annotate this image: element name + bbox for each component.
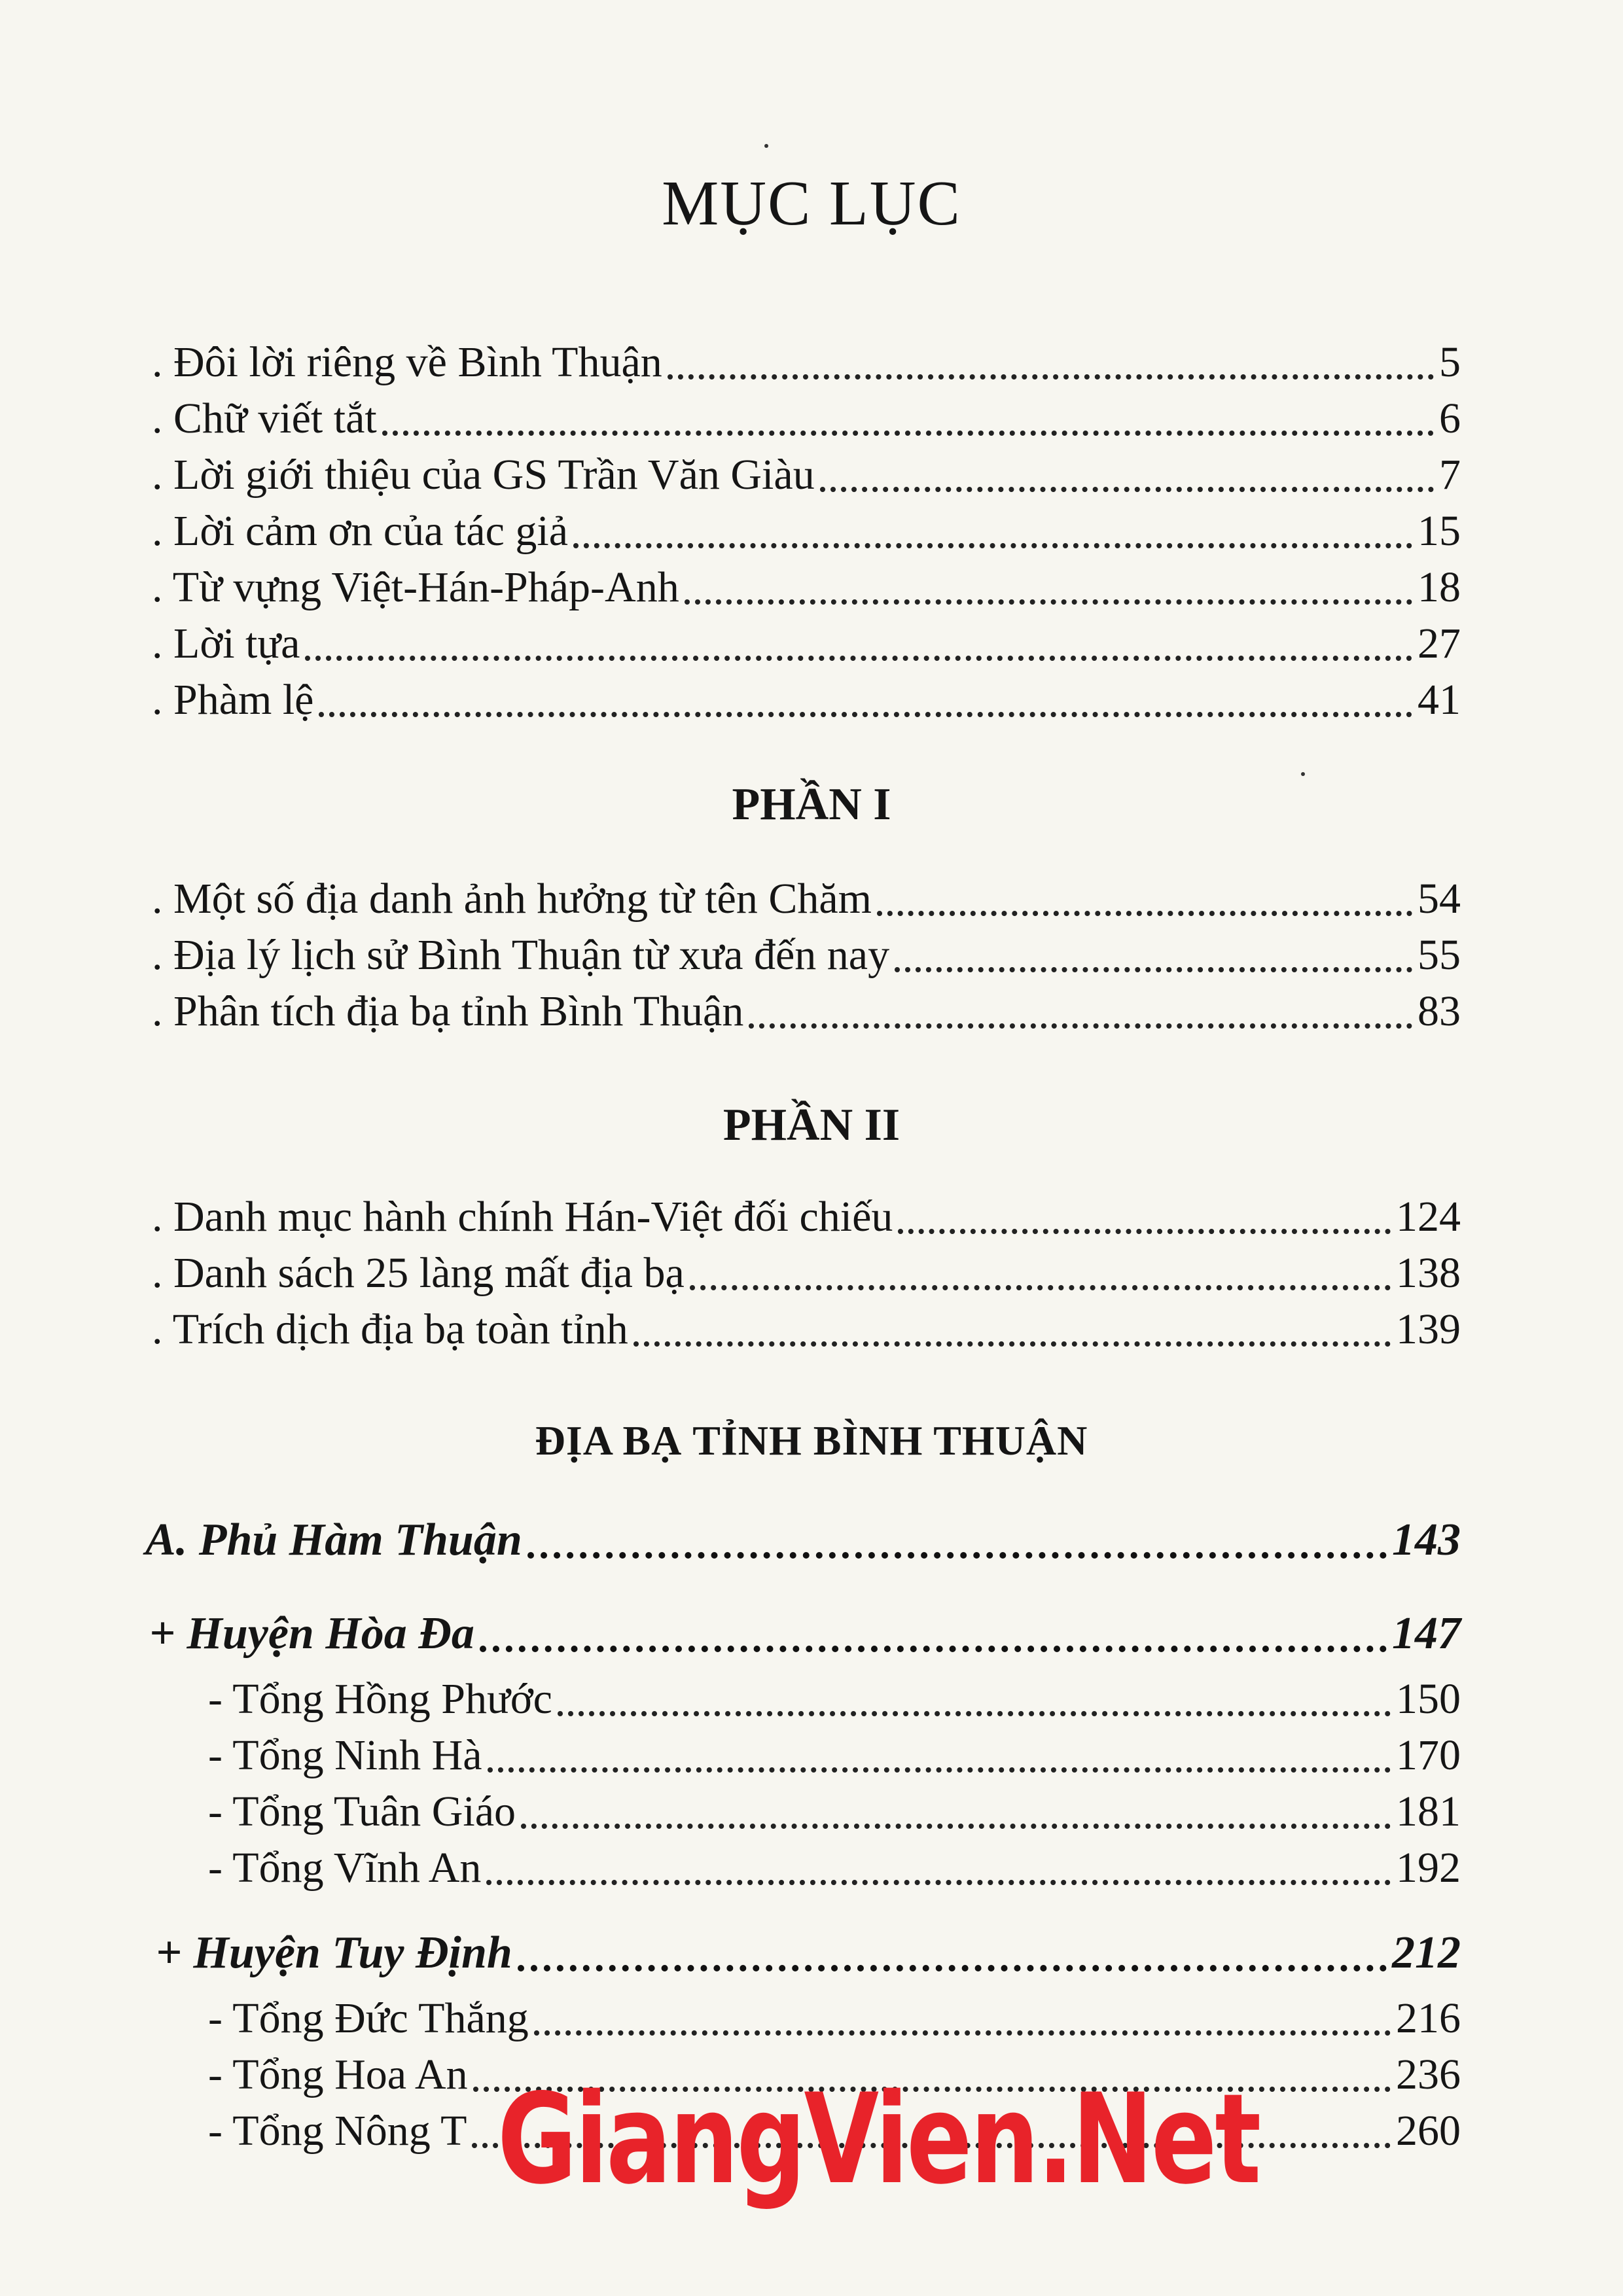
entry-label: A. Phủ Hàm Thuận	[145, 1515, 522, 1565]
toc-entry[interactable]	[152, 872, 1461, 927]
entry-label: . Trích dịch địa bạ toàn tỉnh	[152, 1305, 628, 1353]
leader-dots	[480, 1606, 1387, 1652]
entry-label: . Chữ viết tắt	[152, 395, 377, 442]
toc-entry-huyen[interactable]	[149, 1606, 1461, 1661]
toc-entry[interactable]	[152, 1190, 1461, 1245]
entry-label: . Danh sách 25 làng mất địa bạ	[152, 1249, 685, 1297]
part-heading: PHẦN II	[722, 1100, 901, 1150]
entry-page: 260	[1396, 2107, 1461, 2155]
entry-page: 15	[1418, 507, 1461, 555]
leader-dots	[527, 1513, 1387, 1559]
entry-page: 55	[1418, 931, 1461, 979]
toc-entry[interactable]	[152, 984, 1461, 1039]
entry-label: - Tổng Nông T	[208, 2107, 467, 2155]
entry-label: . Địa lý lịch sử Bình Thuận từ xưa đến nay	[152, 931, 890, 979]
toc-entry[interactable]	[152, 391, 1461, 446]
entry-page: 150	[1396, 1675, 1461, 1723]
leader-dots	[895, 928, 1412, 972]
toc-entry-huyen[interactable]	[156, 1926, 1461, 1981]
entry-label: + Huyện Tuy Định	[156, 1928, 512, 1978]
leader-dots	[382, 391, 1434, 436]
toc-entry[interactable]	[152, 1302, 1461, 1357]
entry-page: 18	[1418, 563, 1461, 611]
entry-page: 181	[1396, 1788, 1461, 1835]
leader-dots	[668, 335, 1434, 380]
leader-dots	[558, 1672, 1391, 1716]
leader-dots	[319, 673, 1412, 717]
toc-entry-tong[interactable]	[208, 1841, 1461, 1896]
toc-entry[interactable]	[152, 1246, 1461, 1301]
entry-label: . Lời giới thiệu của GS Trần Văn Giàu	[152, 451, 815, 499]
toc-entry-phu[interactable]	[145, 1513, 1461, 1568]
part-heading: PHẦN I	[732, 779, 891, 830]
entry-label: . Từ vựng Việt-Hán-Pháp-Anh	[152, 563, 679, 611]
leader-dots	[486, 1841, 1391, 1885]
entry-page: 170	[1396, 1731, 1461, 1779]
entry-label: - Tổng Tuân Giáo	[208, 1788, 516, 1835]
page-title: MỤC LỤC	[662, 168, 961, 239]
leader-dots	[521, 1784, 1391, 1829]
toc-entry-tong[interactable]	[208, 1672, 1461, 1727]
entry-page: 192	[1396, 1844, 1461, 1892]
leader-dots	[820, 448, 1434, 492]
entry-page: 143	[1392, 1515, 1461, 1565]
leader-dots	[573, 504, 1412, 548]
entry-label: . Phàm lệ	[152, 676, 314, 724]
speck	[1301, 772, 1305, 776]
entry-page: 6	[1439, 395, 1461, 442]
toc-entry[interactable]	[152, 448, 1461, 503]
entry-page: 41	[1418, 676, 1461, 724]
toc-entry[interactable]	[152, 616, 1461, 671]
leader-dots	[305, 616, 1412, 661]
entry-label: . Lời tựa	[152, 620, 300, 667]
entry-label: - Tổng Đức Thắng	[208, 1994, 529, 2042]
entry-label: - Tổng Hoa An	[208, 2051, 468, 2098]
leader-dots	[534, 1991, 1391, 2036]
leader-dots	[685, 560, 1412, 605]
entry-label: - Tổng Ninh Hà	[208, 1731, 482, 1779]
entry-label: . Danh mục hành chính Hán-Việt đối chiếu	[152, 1193, 893, 1241]
entry-label: . Đôi lời riêng về Bình Thuận	[152, 338, 662, 386]
entry-label: - Tổng Vĩnh An	[208, 1844, 482, 1892]
leader-dots	[877, 872, 1412, 916]
leader-dots	[898, 1190, 1391, 1234]
toc-entry-tong[interactable]	[208, 1784, 1461, 1839]
entry-page: 216	[1396, 1994, 1461, 2042]
toc-entry[interactable]	[152, 504, 1461, 559]
leader-dots	[749, 984, 1412, 1029]
entry-page: 139	[1396, 1305, 1461, 1353]
entry-page: 5	[1439, 338, 1461, 386]
toc-entry[interactable]	[152, 673, 1461, 728]
entry-label: . Một số địa danh ảnh hưởng từ tên Chăm	[152, 875, 872, 923]
entry-page: 124	[1396, 1193, 1461, 1241]
entry-label: . Phân tích địa bạ tỉnh Bình Thuận	[152, 987, 744, 1035]
toc-entry-tong[interactable]	[208, 1991, 1461, 2046]
leader-dots	[633, 1302, 1391, 1347]
toc-entry-tong[interactable]	[208, 1728, 1461, 1783]
toc-entry[interactable]	[152, 560, 1461, 615]
leader-dots	[690, 1246, 1391, 1290]
toc-entry[interactable]	[152, 335, 1461, 390]
watermark-logo: GiangVien.Net	[497, 2067, 1260, 2212]
leader-dots	[518, 1926, 1387, 1971]
entry-page: 7	[1439, 451, 1461, 499]
entry-page: 212	[1392, 1928, 1461, 1978]
entry-label: + Huyện Hòa Đa	[149, 1608, 474, 1659]
entry-page: 236	[1396, 2051, 1461, 2098]
entry-page: 54	[1418, 875, 1461, 923]
entry-label: - Tổng Hồng Phước	[208, 1675, 552, 1723]
entry-page: 147	[1392, 1608, 1461, 1659]
entry-page: 27	[1418, 620, 1461, 667]
entry-page: 83	[1418, 987, 1461, 1035]
leader-dots	[488, 1728, 1391, 1773]
toc-entry[interactable]	[152, 928, 1461, 983]
entry-label: . Lời cảm ơn của tác giả	[152, 507, 569, 555]
section-heading: ĐỊA BẠ TỈNH BÌNH THUẬN	[535, 1417, 1088, 1464]
entry-page: 138	[1396, 1249, 1461, 1297]
speck	[764, 144, 768, 148]
